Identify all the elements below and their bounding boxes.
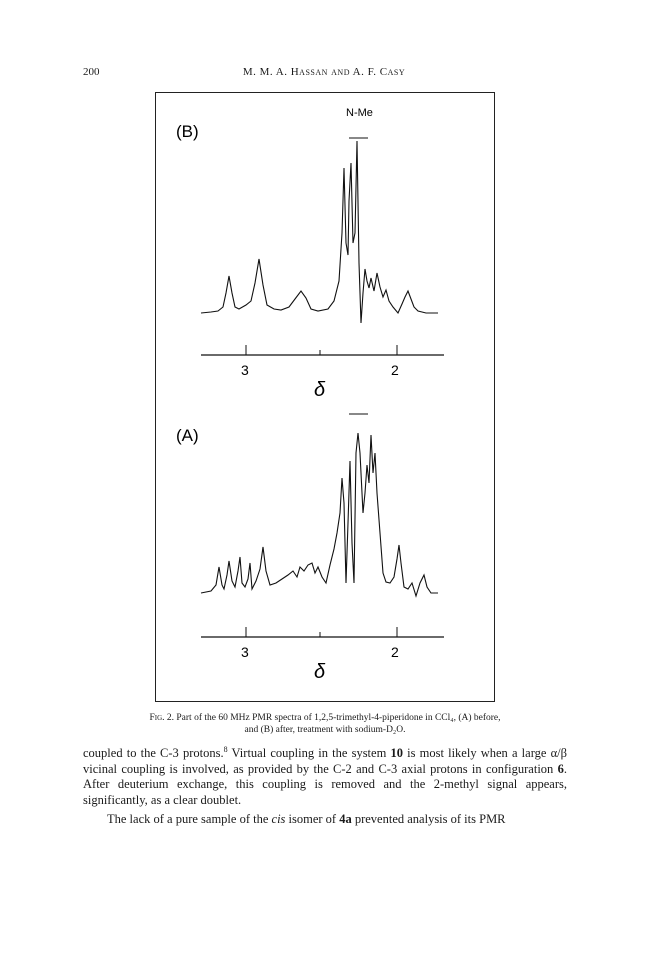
text-run: prevented analysis of its PMR <box>351 812 506 826</box>
panel-label-a: (A) <box>176 426 199 445</box>
axis-b-label-3: 3 <box>241 362 249 378</box>
text-run: 6 <box>557 761 564 776</box>
axis-a-label-2: 2 <box>391 644 399 660</box>
text-run: coupled to the C-3 protons. <box>83 746 224 760</box>
text-run: 8 <box>223 744 228 754</box>
text-run: is most likely when a large α/β vicinal coupling is involved, as provided by the C-2 and C-3 axial protons in configuration <box>83 746 567 776</box>
spectra-figure <box>156 93 496 703</box>
body-paragraph-2 <box>83 812 567 828</box>
text-run: Virtual coupling in the system <box>227 746 391 760</box>
n-me-label: N-Me <box>346 107 373 119</box>
text-run: 10 <box>390 746 403 760</box>
text-run: . After deuterium exchange, this coupling is removed and the 2-methyl signal appears, significantly, as a clear doublet. <box>83 761 567 807</box>
caption-line-1: Part of the 60 MHz PMR spectra of 1,2,5-trimethyl-4-piperidone in CCl₄, (A) before, <box>176 713 501 723</box>
body-paragraph-1 <box>83 746 567 808</box>
axis-b-label-2: 2 <box>391 362 399 378</box>
figure-caption <box>120 712 530 736</box>
text-run: cis <box>271 812 286 826</box>
spectrum-b-trace <box>201 141 438 323</box>
axis-a-label-3: 3 <box>241 644 249 660</box>
running-head: M. M. A. Hassan and A. F. Casy <box>242 66 406 78</box>
caption-prefix: Fig. 2. <box>149 713 175 723</box>
figure-frame <box>155 92 495 702</box>
delta-symbol-a: δ <box>314 661 326 683</box>
panel-label-b: (B) <box>176 122 199 141</box>
page-number: 200 <box>83 66 100 78</box>
caption-line-2: and (B) after, treatment with sodium-D₂O. <box>244 725 406 735</box>
delta-symbol-b: δ <box>314 379 326 401</box>
text-run: isomer of <box>285 812 340 826</box>
text-run: 4a <box>339 812 352 826</box>
text-run: The lack of a pure sample of the <box>107 812 272 826</box>
spectrum-a-trace <box>201 433 438 596</box>
